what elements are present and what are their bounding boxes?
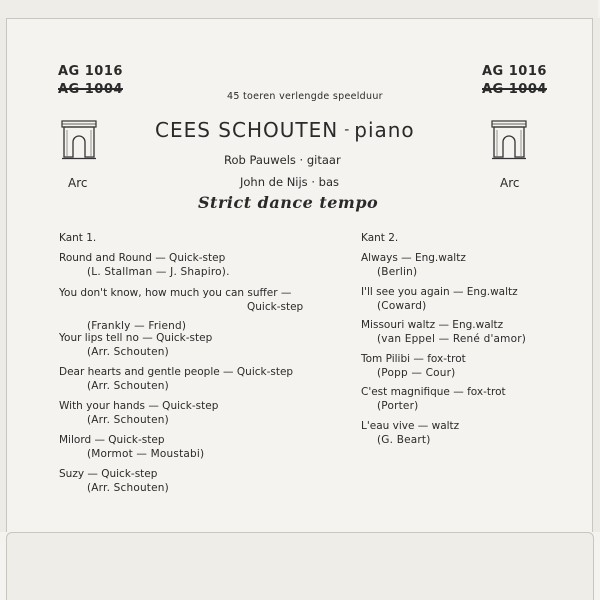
side-1-label: Kant 1.: [59, 232, 97, 244]
track-title: Your lips tell no — Quick-step: [59, 332, 213, 344]
track-title: L'eau vive — waltz: [361, 420, 460, 432]
catalog-number-right: AG 1016: [482, 64, 547, 79]
arc-archway-logo-left: [61, 120, 97, 160]
track-writer: (Arr. Schouten): [87, 380, 169, 392]
artist-separator: -: [344, 122, 351, 138]
label-name-right: Arc: [500, 176, 520, 190]
track-writer: (van Eppel — René d'amor): [377, 333, 527, 345]
catalog-number-right-old: AG 1004: [482, 82, 547, 97]
track-item: [59, 434, 204, 460]
track-title: Tom Pilibi — fox-trot: [361, 353, 466, 365]
track-item: [59, 366, 293, 392]
track-title: Milord — Quick-step: [59, 434, 165, 446]
track-item: [59, 400, 218, 426]
credit-guitar: Rob Pauwels · gitaar: [224, 153, 341, 167]
artist-name: CEES SCHOUTEN: [155, 118, 339, 142]
track-item: [361, 386, 506, 412]
track-writer: (Porter): [377, 400, 419, 412]
track-item: [59, 468, 169, 494]
track-title: C'est magnifique — fox-trot: [361, 386, 506, 398]
track-writer: (Berlin): [377, 266, 418, 278]
sleeve-right-flap: [592, 18, 600, 532]
side-2-label: Kant 2.: [361, 232, 399, 244]
sleeve-top-flap: [0, 0, 598, 19]
track-title: I'll see you again — Eng.waltz: [361, 286, 518, 298]
track-title: Missouri waltz — Eng.waltz: [361, 319, 504, 331]
track-title: Dear hearts and gentle people — Quick-step: [59, 366, 294, 378]
track-writer: (Arr. Schouten): [87, 414, 169, 426]
arc-archway-logo-right: [491, 120, 527, 160]
track-item: [361, 286, 518, 312]
track-item: [361, 252, 466, 278]
track-item: [361, 420, 459, 446]
track-writer: (Arr. Schouten): [87, 482, 169, 494]
track-item: [59, 287, 303, 332]
track-title: With your hands — Quick-step: [59, 400, 219, 412]
sleeve-bottom-flap: [6, 532, 594, 600]
track-title-continued: Quick-step: [247, 301, 304, 313]
side-1-tracklist: [59, 252, 339, 494]
artist-instrument: piano: [354, 118, 415, 142]
track-writer: (Arr. Schouten): [87, 346, 169, 358]
track-writer: (Coward): [377, 300, 427, 312]
track-writer: (Frankly — Friend): [87, 320, 187, 332]
track-writer: (Popp — Cour): [377, 367, 456, 379]
credit-bass: John de Nijs · bas: [240, 175, 339, 189]
track-writer: (Mormot — Moustabi): [87, 448, 205, 460]
catalog-number-left: AG 1016: [58, 64, 123, 79]
catalog-number-left-old: AG 1004: [58, 82, 123, 97]
tempo-title: Strict dance tempo: [198, 193, 379, 212]
track-title: Always — Eng.waltz: [361, 252, 466, 264]
track-item: [59, 252, 230, 278]
track-item: [361, 319, 526, 345]
track-title: Round and Round — Quick-step: [59, 252, 226, 264]
track-title: You don't know, how much you can suffer —: [59, 287, 292, 299]
track-item: [361, 353, 466, 379]
sleeve-left-flap: [0, 18, 7, 532]
subtitle: 45 toeren verlengde speelduur: [227, 91, 383, 102]
label-name-left: Arc: [68, 176, 88, 190]
side-2-tracklist: [361, 252, 581, 452]
track-writer: (L. Stallman — J. Shapiro).: [87, 266, 230, 278]
track-title: Suzy — Quick-step: [59, 468, 158, 480]
track-item: [59, 332, 212, 358]
artist-line: [155, 118, 415, 142]
track-writer: (G. Beart): [377, 434, 431, 446]
